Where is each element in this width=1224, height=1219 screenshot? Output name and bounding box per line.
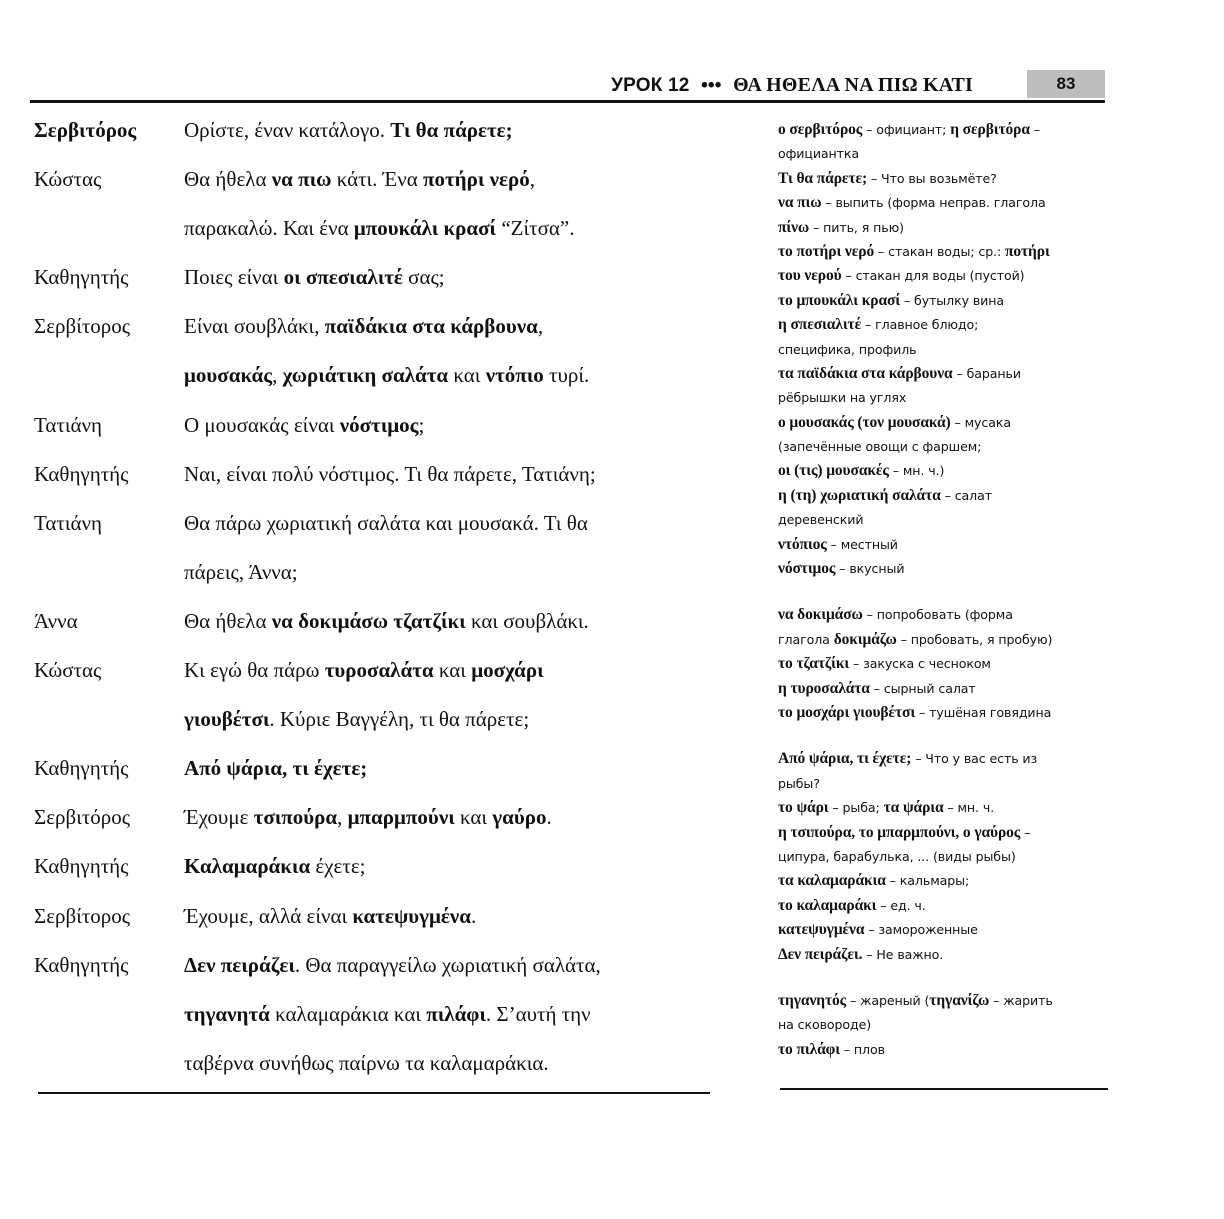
text-run: , [337, 805, 348, 830]
text-run: παρακαλώ. Και ένα [184, 216, 354, 241]
bold-term: το μπουκάλι κρασί [778, 291, 901, 309]
vocabulary-line [778, 533, 1108, 557]
text-run: Κι εγώ θα πάρω [184, 658, 325, 683]
running-head [611, 74, 973, 97]
bold-term: μπουκάλι κρασί [353, 216, 497, 241]
text-run: σας; [402, 265, 445, 290]
dialogue-row [34, 605, 714, 654]
bold-term: ποτήρι [1001, 242, 1050, 260]
text-run: και [454, 805, 493, 830]
text-run: Ορίστε, έναν κατάλογο. [184, 118, 391, 142]
bold-term: κατεψυγμένα [778, 921, 865, 939]
dialogue-line [184, 805, 714, 830]
bold-term: Από ψάρια, τι έχετε; [778, 750, 912, 768]
speaker-name: Άννα [34, 608, 78, 633]
vocabulary-line [778, 557, 1108, 581]
dialogue-row [34, 556, 714, 605]
dialogue-line [184, 953, 714, 978]
text-run: – выпить (форма неправ. глагола [821, 195, 1046, 211]
speaker-name: Καθηγητής [34, 461, 129, 486]
bold-term: οι σπεσιαλιτέ [283, 265, 403, 290]
dialogue-row [34, 850, 714, 899]
vocabulary-line [778, 459, 1108, 483]
page-number: 83 [1027, 70, 1105, 98]
dialogue-line [184, 413, 714, 438]
lesson-label: УРОК 12 [611, 75, 690, 96]
text-run: ципура, барабулька, ... (виды рыбы) [778, 848, 1016, 864]
text-run: Ναι, είναι πολύ νόστιμος. Τι θα πάρετε, Τατιάνη; [184, 461, 596, 486]
bold-term: τσιπούρα [253, 805, 338, 830]
lesson-title: ΘΑ ΗΘΕΛΑ ΝΑ ΠΙΩ ΚΑΤΙ [733, 74, 973, 96]
text-run: – местный [826, 536, 898, 552]
bold-term: το ποτήρι νερό [778, 242, 875, 260]
vocabulary-line [778, 652, 1108, 676]
speaker-name: Καθηγητής [34, 265, 129, 290]
vocabulary-line [778, 411, 1108, 435]
bold-term: το καλαμαράκι [778, 896, 877, 914]
bold-term: νόστιμος [778, 560, 836, 578]
vocabulary-line [778, 240, 1108, 264]
bold-term: Δεν πειράζει [184, 952, 295, 977]
text-run: – рыба; [828, 800, 884, 816]
dialogue-row [34, 507, 714, 556]
dialogue-row [34, 458, 714, 507]
text-run: , [272, 363, 283, 388]
bold-term: Τι θα πάρετε; [390, 118, 513, 142]
page-header [30, 70, 1105, 104]
speaker-name: Κώστας [34, 167, 102, 192]
dialogue-row [34, 900, 714, 949]
vocabulary-line [778, 167, 1108, 191]
vocabulary-line [778, 918, 1108, 942]
text-run: – Что у вас есть из [911, 751, 1038, 767]
dialogue-row [34, 114, 714, 163]
text-run: Έχουμε [184, 805, 254, 830]
vocabulary-line [778, 264, 1108, 288]
dialogue-row [34, 212, 714, 261]
separator-dots: ••• [701, 75, 722, 96]
dialogue-line [184, 167, 714, 192]
vocabulary-line [778, 313, 1108, 337]
dialogue-row [34, 261, 714, 310]
text-run: – ед. ч. [876, 897, 926, 913]
text-run: – [1029, 122, 1041, 137]
vocabulary-group [778, 603, 1108, 725]
text-run: – главное блюдо; [861, 317, 979, 333]
text-run: – мн. ч.) [888, 463, 945, 479]
text-run: – мусака [950, 414, 1011, 430]
bold-term: κατεψυγμένα [352, 903, 471, 928]
text-run: – Что вы возьмёте? [867, 170, 997, 186]
bold-term: η τσιπούρα, το μπαρμπούνι, ο γαύρος [778, 823, 1021, 841]
bold-term: μοσχάρι [471, 658, 544, 683]
text-run: κάτι. Ένα [331, 167, 423, 192]
text-run: специфика, профиль [778, 341, 917, 357]
dialogue-line [184, 609, 714, 634]
vocabulary-line [778, 845, 1108, 869]
bold-term: το ψάρι [778, 799, 829, 817]
bold-term: Καλαμαράκια [184, 854, 311, 879]
bold-term: τυροσαλάτα [324, 658, 434, 683]
text-run: рёбрышки на углях [778, 390, 907, 406]
header-rule [30, 100, 1105, 103]
speaker-name: Τατιάνη [34, 510, 102, 535]
vocabulary-column [778, 118, 1108, 1084]
text-run: – вкусный [835, 561, 905, 577]
dialogue-row [34, 949, 714, 998]
vocabulary-line [778, 118, 1108, 142]
bold-term: μπαρμπούνι [347, 805, 455, 830]
speaker-name: Κώστας [34, 658, 102, 683]
text-run: – плов [839, 1041, 885, 1057]
bold-term: η σερβιτόρα [950, 121, 1030, 138]
bold-term: το τζατζίκι [778, 655, 850, 673]
vocabulary-line [778, 821, 1108, 845]
text-run: – [1020, 824, 1031, 840]
text-run: “Ζίτσα”. [496, 216, 575, 241]
text-run: на сковороде) [778, 1017, 872, 1033]
vocabulary-line [778, 338, 1108, 362]
text-run: Έχουμε, αλλά είναι [184, 903, 353, 928]
text-run: . Κύριε Βαγγέλη, τι θα πάρετε; [269, 707, 530, 732]
text-run: , [537, 314, 544, 339]
text-run: έχετε; [310, 854, 366, 879]
vocabulary-line [778, 386, 1108, 410]
bold-term: τηγανητός [778, 991, 847, 1009]
speaker-name: Σερβιτόρος [34, 805, 131, 830]
bold-term: νόστιμος [339, 412, 419, 437]
text-run: Ποιες είναι [184, 265, 284, 290]
dialogue-line [184, 363, 714, 388]
text-run: ταβέρνα συνήθως παίρνω τα καλαμαράκια. [184, 1050, 549, 1075]
bold-term: να πιω [271, 167, 332, 192]
bold-term: πιλάφι [426, 1001, 486, 1026]
vocabulary-line [778, 1013, 1108, 1037]
text-run: – бутылку вина [900, 292, 1005, 308]
text-run: – стакан воды; [874, 243, 979, 259]
vocabulary-line [778, 796, 1108, 820]
vocabulary-line [778, 869, 1108, 893]
dialogue-line [184, 216, 714, 241]
vocabulary-line [778, 603, 1108, 627]
text-run: . [470, 903, 477, 928]
text-run: – закуска с чесноком [849, 656, 991, 672]
text-run: Θα ήθελα [184, 608, 272, 633]
text-run: . Θα παραγγείλω χωριατική σαλάτα, [294, 952, 601, 977]
text-run: (запечённые овощи с фаршем; [778, 439, 982, 455]
text-run: και σουβλάκι. [465, 608, 589, 633]
bold-term: του νερού [778, 267, 842, 285]
bold-term: ο σερβιτόρος [778, 121, 863, 138]
bold-term: τηγανίζω [929, 991, 990, 1009]
vocabulary-line [778, 989, 1108, 1013]
text-run: – пить, я пью) [809, 219, 904, 235]
vocabulary-group [778, 989, 1108, 1062]
dialogue-line [184, 560, 714, 585]
text-run: деревенский [778, 512, 864, 528]
text-run: Ο μουσακάς είναι [184, 412, 340, 437]
speaker-name: Καθηγητής [34, 756, 129, 781]
bold-term: το πιλάφι [778, 1040, 840, 1058]
vocabulary-bottom-rule [780, 1088, 1108, 1090]
bold-term: Από ψάρια, τι έχετε; [184, 756, 368, 781]
text-run: ; [418, 412, 425, 437]
text-run: Είναι σουβλάκι, [184, 314, 325, 339]
text-run: καλαμαράκια και [269, 1001, 427, 1026]
text-run: глагола [778, 631, 834, 647]
bold-term: ο μουσακάς (τον μουσακά) [778, 413, 951, 431]
text-run: – мн. ч. [943, 800, 995, 816]
text-run: – официант; [862, 122, 951, 137]
vocabulary-line [778, 289, 1108, 313]
dialogue-row [34, 654, 714, 703]
bold-term: μουσακάς [184, 363, 273, 388]
dialogue-row [34, 359, 714, 408]
text-run: официантка [778, 146, 860, 162]
speaker-name: Σερβίτορος [34, 314, 131, 339]
bold-term: ποτήρι νερό [423, 167, 530, 192]
text-run: τυρί. [543, 363, 590, 388]
text-run: – бараньи [952, 365, 1021, 381]
bold-term: να πιω [778, 194, 822, 212]
text-run: рыбы? [778, 775, 820, 791]
vocabulary-line [778, 362, 1108, 386]
dialogue-line [184, 314, 714, 339]
speaker-name: Σερβιτόρος [34, 118, 137, 142]
vocabulary-line [778, 943, 1108, 967]
dialogue-line [184, 265, 714, 290]
text-run: Θα πάρω χωριατική σαλάτα και μουσακά. Τι θα [184, 510, 588, 535]
text-run: και [448, 363, 486, 388]
text-run: . [546, 805, 552, 830]
text-run: – жареный ( [846, 992, 930, 1008]
bold-term: η σπεσιαλιτέ [778, 316, 862, 334]
bold-term: ντόπιο [485, 363, 544, 388]
bold-term: παϊδάκια στα κάρβουνα [324, 314, 538, 339]
bold-term: δοκιμάζω [833, 630, 897, 648]
dialogue-row [34, 998, 714, 1047]
dialogue-line [184, 658, 714, 683]
speaker-name: Τατιάνη [34, 412, 102, 437]
vocabulary-line [778, 142, 1108, 166]
vocabulary-line [778, 484, 1108, 508]
dialogue-line [184, 854, 714, 879]
text-run: , [529, 167, 535, 192]
text-run: πάρεις, Άννα; [184, 559, 298, 584]
vocabulary-line [778, 191, 1108, 215]
text-run: – замороженные [864, 922, 978, 938]
bold-term: Τι θα πάρετε; [778, 169, 868, 187]
bold-term: ντόπιος [778, 535, 827, 553]
vocabulary-group [778, 747, 1108, 967]
vocabulary-group [778, 118, 1108, 581]
dialogue-column [34, 114, 714, 1096]
dialogue-line [184, 462, 714, 487]
bold-term: τα παϊδάκια στα κάρβουνα [778, 364, 953, 382]
text-run: – тушёная говядина [915, 704, 1052, 720]
dialogue-row [34, 801, 714, 850]
dialogue-line [184, 1051, 714, 1076]
bold-term: να δοκιμάσω [778, 606, 863, 624]
bold-term: τα καλαμαράκια [778, 872, 886, 890]
dialogue-row [34, 163, 714, 212]
text-run: – жарить [989, 992, 1053, 1008]
vocabulary-line [778, 216, 1108, 240]
dialogue-line [184, 707, 714, 732]
text-run: Θα ήθελα [184, 167, 272, 192]
dialogue-bottom-rule [38, 1092, 710, 1094]
text-run: – салат [940, 487, 992, 503]
vocabulary-line [778, 747, 1108, 771]
text-run: – попробовать (форма [862, 607, 1013, 623]
bold-term: οι (τις) μουσακές [778, 462, 889, 480]
bold-term: η τυροσαλάτα [778, 679, 870, 697]
vocabulary-line [778, 894, 1108, 918]
vocabulary-line [778, 701, 1108, 725]
dialogue-row [34, 1047, 714, 1096]
dialogue-line [184, 756, 714, 781]
bold-term: το μοσχάρι γιουβέτσι [778, 703, 916, 721]
bold-term: πίνω [778, 218, 810, 236]
dialogue-row [34, 703, 714, 752]
text-run: και [433, 658, 472, 683]
dialogue-line [184, 118, 714, 143]
dialogue-row [34, 752, 714, 801]
dialogue-row [34, 310, 714, 359]
text-run: – Не важно. [862, 946, 944, 962]
text-run: – пробовать, я пробую) [896, 631, 1053, 647]
bold-term: γαύρο [492, 805, 547, 830]
vocabulary-line [778, 1038, 1108, 1062]
text-run: – сырный салат [869, 680, 976, 696]
bold-term: να δοκιμάσω τζατζίκι [271, 608, 466, 633]
vocabulary-line [778, 772, 1108, 796]
bold-term: τα ψάρια [883, 799, 944, 817]
bold-term: γιουβέτσι [184, 707, 270, 732]
dialogue-line [184, 1002, 714, 1027]
speaker-name: Καθηγητής [34, 952, 129, 977]
text-run: ср.: [978, 243, 1002, 259]
vocabulary-line [778, 677, 1108, 701]
bold-term: Δεν πειράζει. [778, 945, 863, 963]
text-run: – кальмары; [885, 873, 970, 889]
speaker-name: Σερβίτορος [34, 903, 131, 928]
text-run: . Σ’αυτή την [485, 1001, 591, 1026]
bold-term: τηγανητά [184, 1001, 270, 1026]
bold-term: η (τη) χωριατική σαλάτα [778, 486, 941, 504]
dialogue-line [184, 511, 714, 536]
dialogue-row [34, 409, 714, 458]
bold-term: χωριάτικη σαλάτα [282, 363, 449, 388]
dialogue-line [184, 904, 714, 929]
vocabulary-line [778, 435, 1108, 459]
vocabulary-line [778, 508, 1108, 532]
text-run: – стакан для воды (пустой) [841, 268, 1025, 284]
vocabulary-line [778, 628, 1108, 652]
speaker-name: Καθηγητής [34, 854, 129, 879]
